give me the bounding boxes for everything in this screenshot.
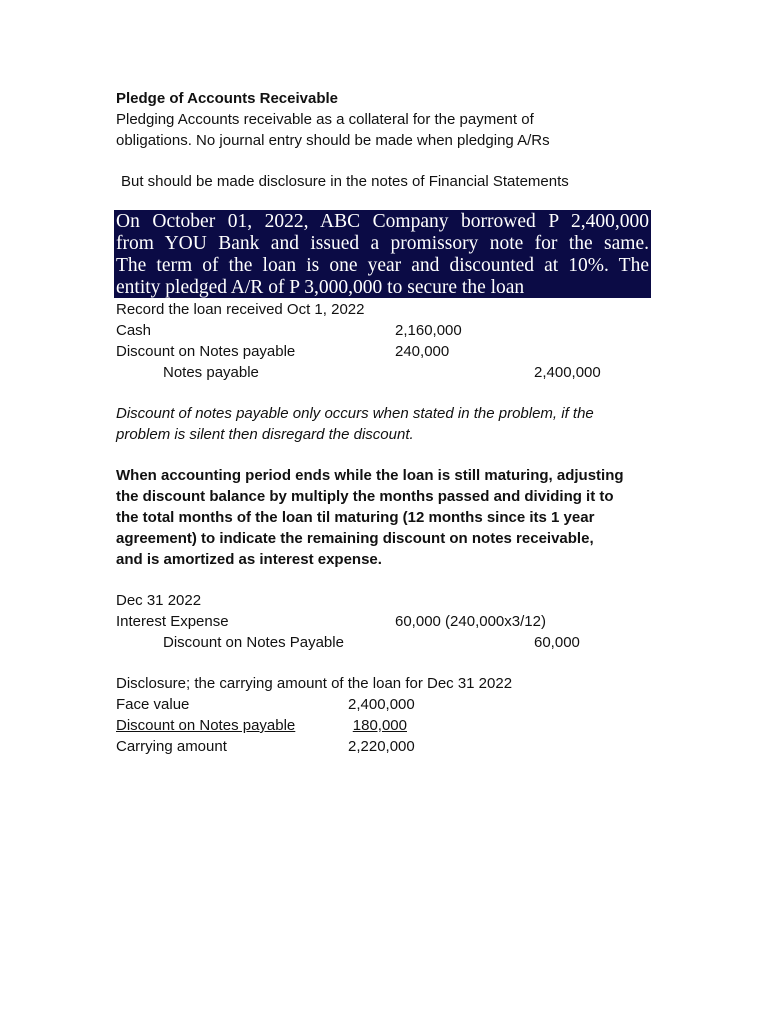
bold-note-line-3: the total months of the loan til maturing (12 months since its 1 year [116, 509, 595, 526]
entry2-account-discount: Discount on Notes Payable [163, 634, 344, 651]
carrying-label-face: Face value [116, 696, 190, 713]
entry1-debit-cash: 2,160,000 [395, 322, 462, 339]
problem-line-4: entity pledged A/R of P 3,000,000 to secure the loan [116, 277, 525, 298]
bold-note-line-4: agreement) to indicate the remaining discount on notes receivable, [116, 530, 594, 547]
carrying-label-discount: Discount on Notes payable [116, 717, 296, 734]
page-heading: Pledge of Accounts Receivable [116, 90, 339, 107]
problem-box [114, 210, 651, 298]
italic-note-line-2: problem is silent then disregard the discount. [116, 426, 414, 443]
entry1-title: Record the loan received Oct 1, 2022 [116, 301, 365, 318]
intro-line-2: obligations. No journal entry should be made when pledging A/Rs [116, 132, 550, 149]
carrying-label-amount: Carrying amount [116, 738, 227, 755]
bold-note-line-2: the discount balance by multiply the months passed and dividing it to [116, 488, 614, 505]
entry1-account-notes: Notes payable [163, 364, 259, 381]
entry1-debit-discount: 240,000 [395, 343, 450, 360]
entry2-account-interest: Interest Expense [116, 613, 229, 630]
entry2-debit-interest: 60,000 (240,000x3/12) [395, 613, 546, 630]
problem-line-1: On October 01, 2022, ABC Company borrowed P 2,400,000 [116, 211, 649, 232]
italic-note-line-1: Discount of notes payable only occurs when stated in the problem, if the [116, 405, 594, 422]
disclosure-note: But should be made disclosure in the notes of Financial Statements [121, 173, 569, 190]
entry2-date: Dec 31 2022 [116, 592, 202, 609]
bold-note-line-5: and is amortized as interest expense. [116, 551, 382, 568]
problem-line-3: The term of the loan is one year and discounted at 10%. The [116, 255, 649, 276]
problem-line-2: from YOU Bank and issued a promissory note for the same. [116, 233, 649, 254]
bold-note-line-1: When accounting period ends while the loan is still maturing, adjusting [116, 467, 624, 484]
entry1-account-cash: Cash [116, 322, 152, 339]
intro-line-1: Pledging Accounts receivable as a collateral for the payment of [116, 111, 534, 128]
entry2-credit-discount: 60,000 [534, 634, 580, 651]
carrying-value-amount: 2,220,000 [348, 738, 415, 755]
entry1-account-discount: Discount on Notes payable [116, 343, 296, 360]
carrying-title: Disclosure; the carrying amount of the loan for Dec 31 2022 [116, 675, 513, 692]
carrying-value-discount: 180,000 [352, 717, 407, 734]
entry1-credit-notes: 2,400,000 [534, 364, 601, 381]
carrying-value-face: 2,400,000 [348, 696, 415, 713]
